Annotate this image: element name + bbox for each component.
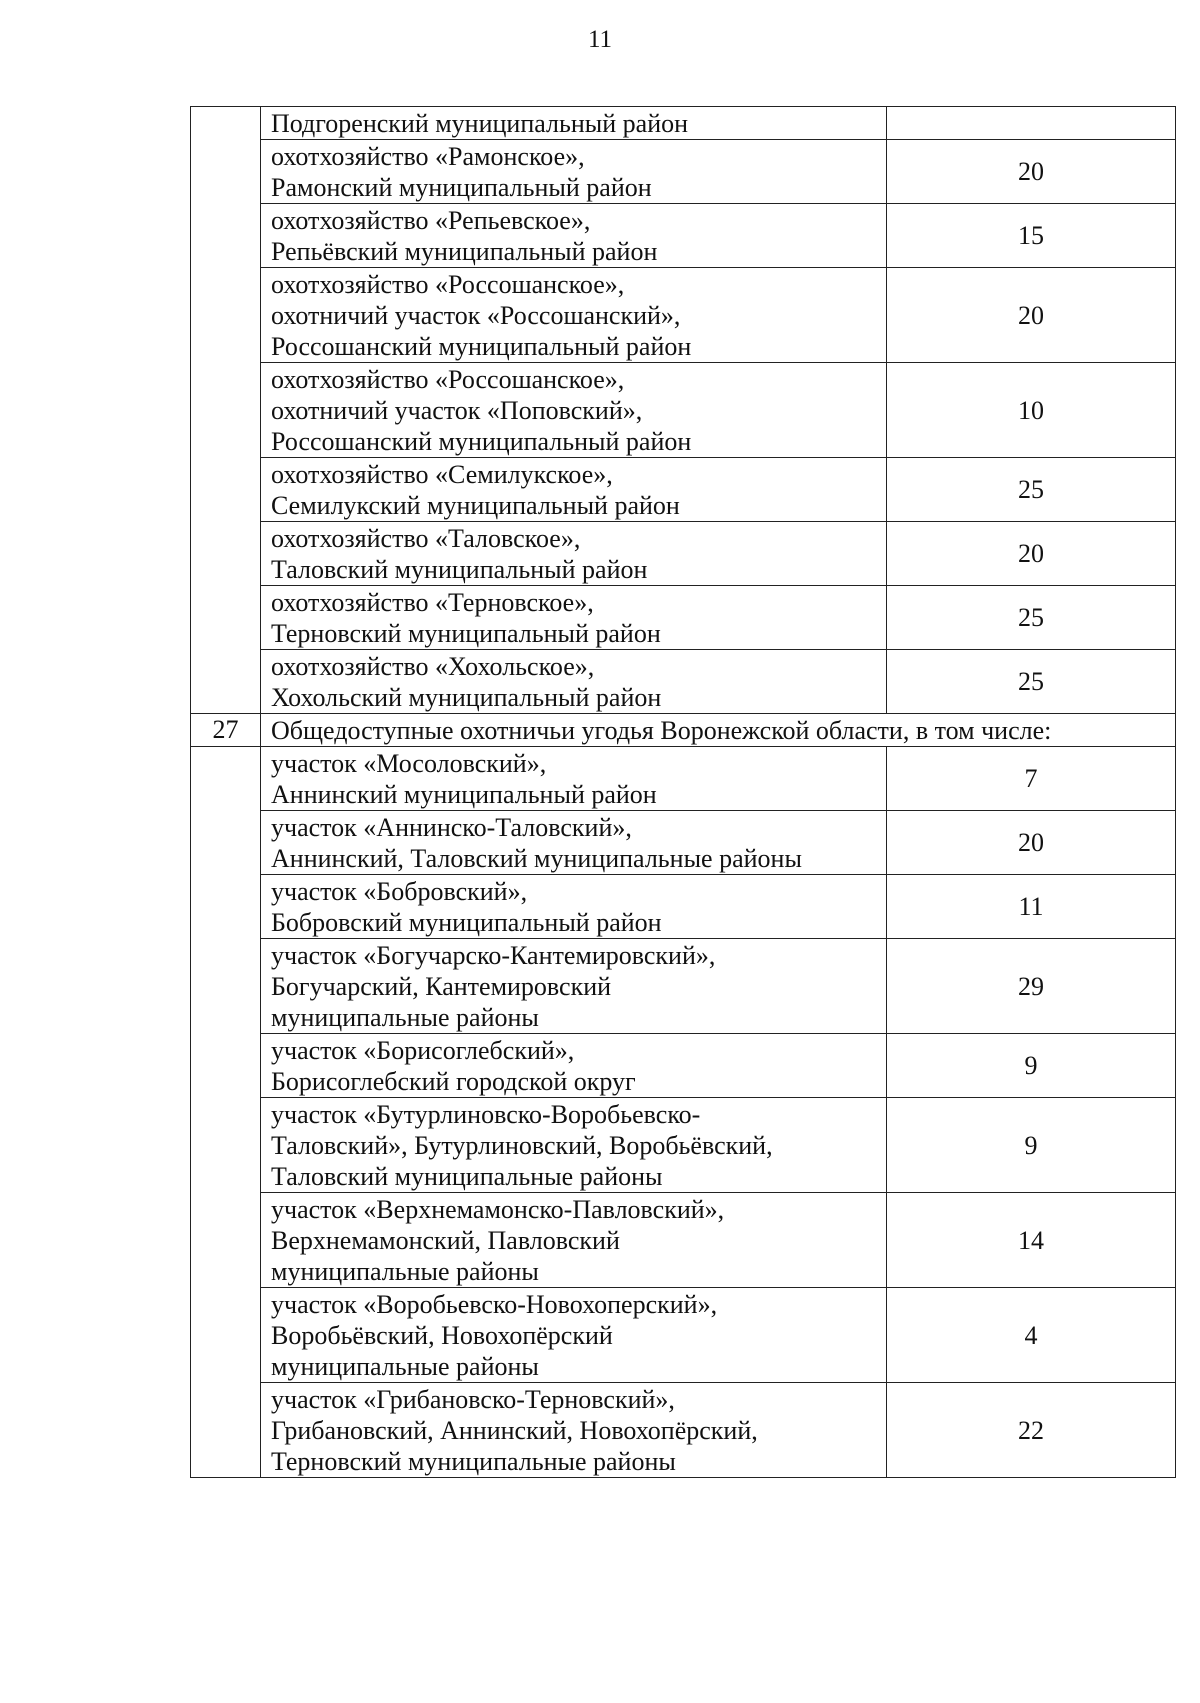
ground-name-line: муниципальные районы (271, 1352, 539, 1381)
ground-name-cell (261, 1098, 887, 1193)
ground-name-line: участок «Воробьевско-Новохоперский», (271, 1290, 718, 1319)
ground-name-line: Бобровский муниципальный район (271, 908, 662, 937)
ground-name-cell (261, 268, 887, 363)
ground-name-line: охотничий участок «Поповский», (271, 396, 643, 425)
index-cell (191, 586, 261, 650)
quota-value-cell: 14 (887, 1193, 1176, 1288)
table-row (191, 1288, 1176, 1383)
table-row (191, 1098, 1176, 1193)
ground-name-line: Терновский муниципальные районы (271, 1447, 676, 1476)
ground-name-cell (261, 747, 887, 811)
page-number: 11 (587, 26, 613, 53)
index-cell (191, 811, 261, 875)
ground-name-cell (261, 875, 887, 939)
table-row (191, 586, 1176, 650)
index-cell (191, 650, 261, 714)
table-row (191, 650, 1176, 714)
quota-value-cell: 25 (887, 586, 1176, 650)
table-row (191, 811, 1176, 875)
ground-name-cell (261, 650, 887, 714)
index-cell (191, 939, 261, 1034)
ground-name-line: Воробьёвский, Новохопёрский (271, 1321, 613, 1350)
quota-value-cell: 20 (887, 811, 1176, 875)
ground-name-line: участок «Борисоглебский», (271, 1036, 575, 1065)
quota-value-cell: 9 (887, 1034, 1176, 1098)
ground-name-line: охотхозяйство «Рамонское», (271, 142, 585, 171)
ground-name-cell (261, 939, 887, 1034)
ground-name-cell (261, 586, 887, 650)
ground-name-line: Таловский муниципальный район (271, 555, 648, 584)
table-row (191, 1383, 1176, 1478)
quota-value-cell: 22 (887, 1383, 1176, 1478)
ground-name-line: участок «Аннинско-Таловский», (271, 813, 632, 842)
ground-name-line: охотхозяйство «Россошанское», (271, 365, 625, 394)
index-cell (191, 747, 261, 811)
index-cell (191, 1034, 261, 1098)
index-cell (191, 1288, 261, 1383)
ground-name-line: Аннинский муниципальный район (271, 780, 657, 809)
ground-name-line: Подгоренский муниципальный район (271, 109, 689, 138)
index-cell (191, 1383, 261, 1478)
ground-name-line: охотничий участок «Россошанский», (271, 301, 681, 330)
section-header-row (191, 714, 1176, 747)
ground-name-line: участок «Богучарско-Кантемировский», (271, 941, 716, 970)
ground-name-line: Хохольский муниципальный район (271, 683, 662, 712)
ground-name-line: Борисоглебский городской округ (271, 1067, 636, 1096)
ground-name-cell (261, 140, 887, 204)
table-row (191, 522, 1176, 586)
section-index: 27 (191, 714, 261, 747)
index-cell (191, 268, 261, 363)
ground-name-line: участок «Верхнемамонско-Павловский», (271, 1195, 725, 1224)
ground-name-line: Богучарский, Кантемировский (271, 972, 612, 1001)
ground-name-line: охотхозяйство «Хохольское», (271, 652, 595, 681)
quota-value-cell: 7 (887, 747, 1176, 811)
quota-value-cell: 20 (887, 140, 1176, 204)
index-cell (191, 107, 261, 140)
ground-name-line: Аннинский, Таловский муниципальные районы (271, 844, 802, 873)
table-row (191, 363, 1176, 458)
ground-name-line: охотхозяйство «Таловское», (271, 524, 581, 553)
ground-name-cell (261, 204, 887, 268)
table-row (191, 140, 1176, 204)
ground-name-cell (261, 1193, 887, 1288)
table-row (191, 458, 1176, 522)
table-row (191, 939, 1176, 1034)
quota-value-cell: 4 (887, 1288, 1176, 1383)
index-cell (191, 522, 261, 586)
ground-name-line: Таловский муниципальные районы (271, 1162, 663, 1191)
quota-value-cell: 20 (887, 268, 1176, 363)
ground-name-cell (261, 107, 887, 140)
ground-name-line: Таловский», Бутурлиновский, Воробьёвский, (271, 1131, 773, 1160)
ground-name-line: охотхозяйство «Семилукское», (271, 460, 613, 489)
quota-value-cell: 10 (887, 363, 1176, 458)
ground-name-cell (261, 458, 887, 522)
table-row (191, 204, 1176, 268)
ground-name-cell (261, 811, 887, 875)
table-row (191, 1193, 1176, 1288)
ground-name-line: Семилукский муниципальный район (271, 491, 680, 520)
section-title: Общедоступные охотничьи угодья Воронежской области, в том числе: (261, 714, 1176, 747)
ground-name-line: участок «Мосоловский», (271, 749, 547, 778)
ground-name-cell (261, 1288, 887, 1383)
quota-value-cell: 25 (887, 458, 1176, 522)
table-row (191, 268, 1176, 363)
ground-name-cell (261, 1383, 887, 1478)
ground-name-cell (261, 363, 887, 458)
ground-name-line: Грибановский, Аннинский, Новохопёрский, (271, 1416, 758, 1445)
index-cell (191, 1193, 261, 1288)
ground-name-line: Терновский муниципальный район (271, 619, 661, 648)
ground-name-line: Репьёвский муниципальный район (271, 237, 658, 266)
table-row (191, 875, 1176, 939)
index-cell (191, 204, 261, 268)
table-body (191, 107, 1176, 1478)
quota-value-cell: 25 (887, 650, 1176, 714)
ground-name-line: участок «Бутурлиновско-Воробьевско- (271, 1100, 701, 1129)
ground-name-cell (261, 1034, 887, 1098)
ground-name-line: охотхозяйство «Россошанское», (271, 270, 625, 299)
ground-name-cell (261, 522, 887, 586)
ground-name-line: Верхнемамонский, Павловский (271, 1226, 620, 1255)
ground-name-line: муниципальные районы (271, 1257, 539, 1286)
table-row (191, 1034, 1176, 1098)
quota-value-cell: 15 (887, 204, 1176, 268)
ground-name-line: охотхозяйство «Терновское», (271, 588, 594, 617)
quota-value-cell: 11 (887, 875, 1176, 939)
index-cell (191, 1098, 261, 1193)
ground-name-line: участок «Бобровский», (271, 877, 528, 906)
ground-name-line: Рамонский муниципальный район (271, 173, 652, 202)
ground-name-line: охотхозяйство «Репьевское», (271, 206, 591, 235)
index-cell (191, 875, 261, 939)
table-row (191, 107, 1176, 140)
quota-value-cell: 29 (887, 939, 1176, 1034)
quota-value-cell (887, 107, 1176, 140)
ground-name-line: участок «Грибановско-Терновский», (271, 1385, 675, 1414)
hunting-grounds-table (190, 106, 1176, 1478)
ground-name-line: Россошанский муниципальный район (271, 427, 692, 456)
quota-value-cell: 20 (887, 522, 1176, 586)
index-cell (191, 140, 261, 204)
table-row (191, 747, 1176, 811)
index-cell (191, 458, 261, 522)
quota-value-cell: 9 (887, 1098, 1176, 1193)
index-cell (191, 363, 261, 458)
ground-name-line: муниципальные районы (271, 1003, 539, 1032)
ground-name-line: Россошанский муниципальный район (271, 332, 692, 361)
